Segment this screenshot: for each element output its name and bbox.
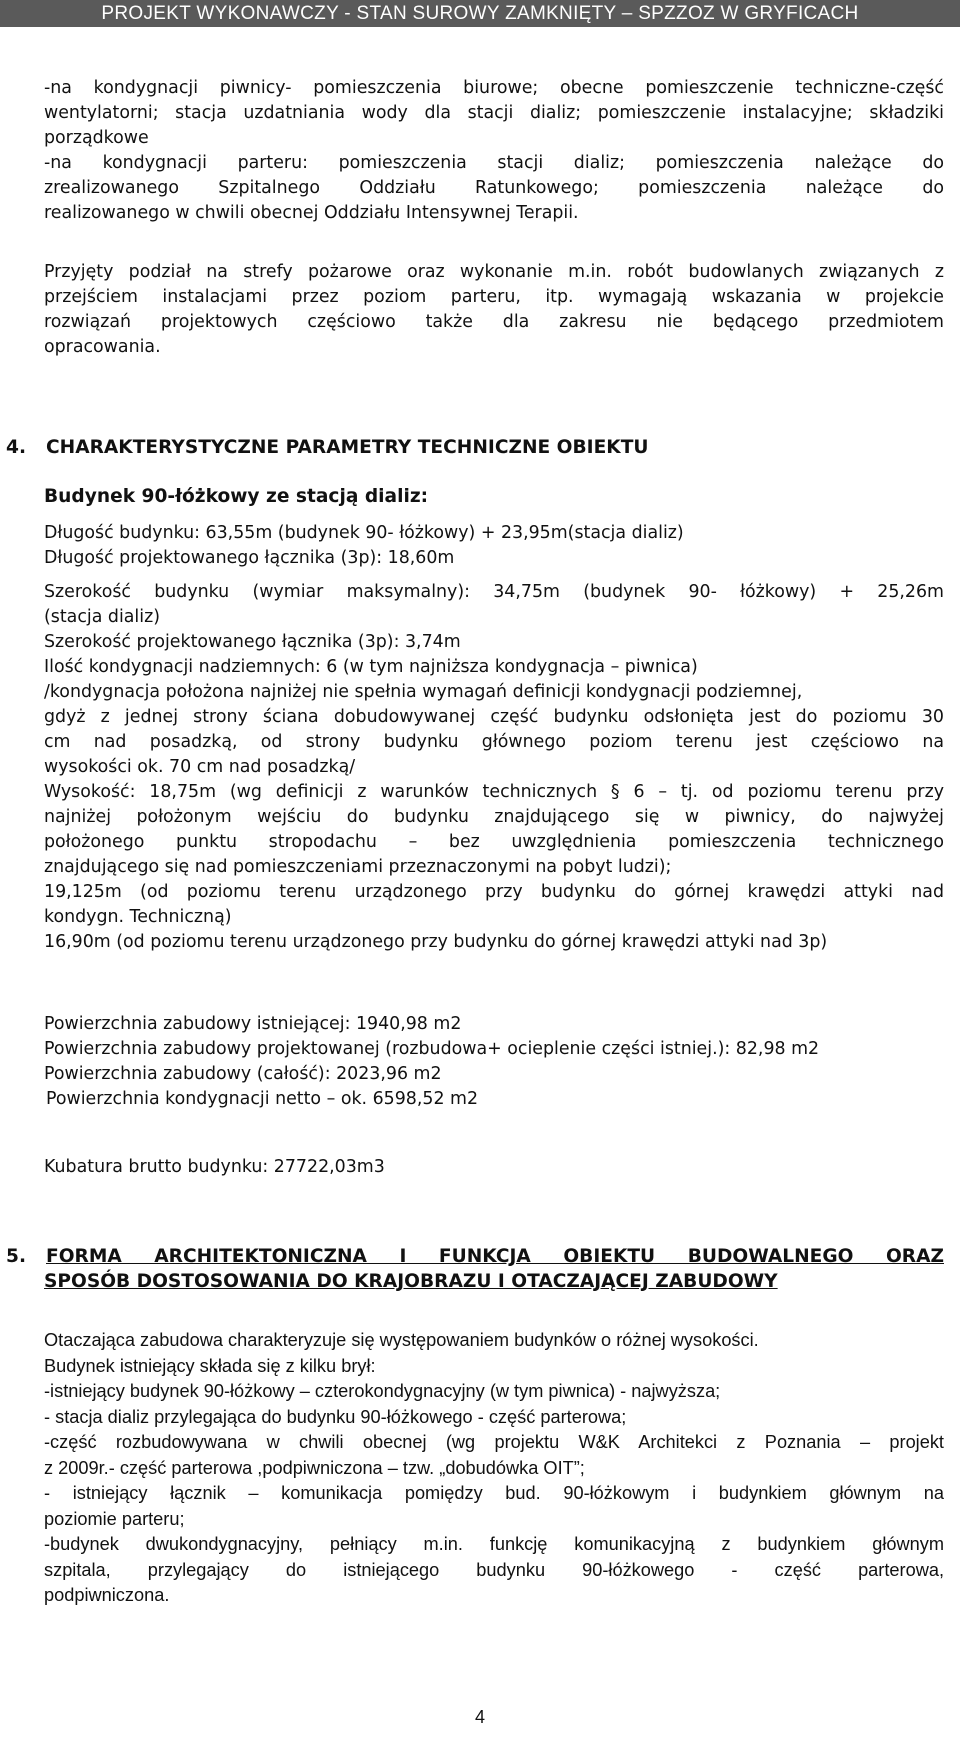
fire-zones-line: opracowania. <box>44 337 161 357</box>
fire-zones-line: rozwiązań projektowych częściowo także dla zakresu nie będącego przedmiotem <box>44 312 944 332</box>
fire-zones-line: przejściem instalacjami przez poziom parteru, itp. wymagają wskazania w projekcie <box>44 287 944 307</box>
detail-line: znajdującego się nad pomieszczeniami przeznaczonymi na pobyt ludzi); <box>44 857 672 877</box>
section-number: 4. <box>6 437 27 458</box>
detail-line: najniżej położonym wejściu do budynku znajdującego się w piwnicy, do najwyżej <box>44 807 944 827</box>
section-5-body <box>44 1328 944 1609</box>
section-title-continued: SPOSÓB DOSTOSOWANIA DO KRAJOBRAZU I OTACZAJĄCEJ ZABUDOWY <box>44 1271 778 1292</box>
detail-line: Szerokość projektowanego łącznika (3p): 3,74m <box>44 632 461 652</box>
body-line: Budynek istniejący składa się z kilku brył: <box>44 1355 376 1376</box>
area-line: Powierzchnia zabudowy (całość): 2023,96 m2 <box>44 1064 442 1084</box>
section-4-details <box>44 580 944 955</box>
body-line: podpiwniczona. <box>44 1585 170 1605</box>
intro-paragraph <box>44 76 944 226</box>
param-line: Długość budynku: 63,55m (budynek 90- łóżkowy) + 23,95m(stacja dializ) <box>44 523 684 543</box>
volume-line: Kubatura brutto budynku: 27722,03m3 <box>44 1157 385 1177</box>
section-4-params <box>44 521 944 571</box>
param-line: Długość projektowanego łącznika (3p): 18,60m <box>44 548 455 568</box>
intro-line: porządkowe <box>44 128 149 148</box>
document-header: PROJEKT WYKONAWCZY - STAN SUROWY ZAMKNIĘTY – SPZZOZ W GRYFICACH <box>0 0 960 27</box>
body-line: szpitala, przylegający do istniejącego budynku 90-łóżkowego - część parterowa, <box>44 1559 944 1580</box>
section-number: 5. <box>6 1246 27 1267</box>
body-line: - stacja dializ przylegająca do budynku 90-łóżkowego - część parterowa; <box>44 1406 627 1427</box>
detail-line: gdyż z jednej strony ściana dobudowywanej część budynku odsłonięta jest do poziomu 30 <box>44 707 944 727</box>
section-5-title-line <box>6 1269 944 1294</box>
intro-line: -na kondygnacji parteru: pomieszczenia stacji dializ; pomieszczenia należące do <box>44 153 944 173</box>
section-4-areas <box>44 1012 944 1112</box>
section-5-heading <box>6 1244 944 1294</box>
intro-line: zrealizowanego Szpitalnego Oddziału Ratunkowego; pomieszczenia należące do <box>44 178 944 198</box>
body-line: poziomie parteru; <box>44 1508 185 1529</box>
area-line: Powierzchnia kondygnacji netto – ok. 6598,52 m2 <box>46 1089 479 1109</box>
body-line: -budynek dwukondygnacyjny, pełniący m.in. funkcję komunikacyjną z budynkiem głównym <box>44 1534 944 1554</box>
body-line: z 2009r.- część parterowa ,podpiwniczona – tzw. „dobudówka OIT”; <box>44 1457 585 1478</box>
body-line: Otaczająca zabudowa charakteryzuje się występowaniem budynków o różnej wysokości. <box>44 1330 759 1350</box>
body-line: -istniejący budynek 90-łóżkowy – czterokondygnacyjny (w tym piwnica) - najwyższa; <box>44 1381 721 1401</box>
detail-line: kondygn. Techniczną) <box>44 907 232 927</box>
intro-line: wentylatorni; stacja uzdatniania wody dla stacji dializ; pomieszczenie instalacyjne; składziki <box>44 103 944 123</box>
section-5-title-line <box>6 1244 944 1269</box>
detail-line: (stacja dializ) <box>44 607 161 627</box>
detail-line: Ilość kondygnacji nadziemnych: 6 (w tym najniższa kondygnacja – piwnica) <box>44 657 698 677</box>
detail-line: Wysokość: 18,75m (wg definicji z warunków technicznych § 6 – tj. od poziomu terenu przy <box>44 782 944 802</box>
detail-line: /kondygnacja położona najniżej nie spełnia wymagań definicji kondygnacji podziemnej, <box>44 682 803 702</box>
section-4-heading <box>0 435 960 460</box>
fire-zones-line: Przyjęty podział na strefy pożarowe oraz wykonanie m.in. robót budowlanych związanych z <box>44 262 944 282</box>
intro-text <box>44 76 944 226</box>
body-line: -część rozbudowywana w chwili obecnej (wg projektu W&K Architekci z Poznania – projekt <box>44 1432 944 1452</box>
body-line: - istniejący łącznik – komunikacja pomiędzy bud. 90-łóżkowym i budynkiem głównym na <box>44 1483 944 1503</box>
fire-zones-paragraph <box>44 260 944 360</box>
detail-line: położonego punktu stropodachu – bez uwzględnienia pomieszczenia technicznego <box>44 832 944 852</box>
page-number: 4 <box>474 1707 485 1727</box>
section-title: FORMA ARCHITEKTONICZNA I FUNKCJA OBIEKTU BUDOWALNEGO ORAZ <box>46 1246 944 1267</box>
section-4-volume <box>44 1155 944 1180</box>
detail-line: 16,90m (od poziomu terenu urządzonego przy budynku do górnej krawędzi attyki nad 3p) <box>44 932 828 952</box>
building-subtitle: Budynek 90-łóżkowy ze stacją dializ: <box>44 486 429 507</box>
section-title: CHARAKTERYSTYCZNE PARAMETRY TECHNICZNE OBIEKTU <box>46 437 649 458</box>
detail-line: wysokości ok. 70 cm nad posadzką/ <box>44 757 356 777</box>
area-line: Powierzchnia zabudowy istniejącej: 1940,98 m2 <box>44 1014 462 1034</box>
intro-line: -na kondygnacji piwnicy- pomieszczenia biurowe; obecne pomieszczenie techniczne-część <box>44 78 944 98</box>
section-4-subtitle <box>44 484 944 509</box>
detail-line: Szerokość budynku (wymiar maksymalny): 34,75m (budynek 90- łóżkowy) + 25,26m <box>44 582 944 602</box>
detail-line: cm nad posadzką, od strony budynku głównego poziom terenu jest częściowo na <box>44 732 944 752</box>
intro-line: realizowanego w chwili obecnej Oddziału Intensywnej Terapii. <box>44 203 579 223</box>
area-line: Powierzchnia zabudowy projektowanej (rozbudowa+ ocieplenie części istniej.): 82,98 m2 <box>44 1039 820 1059</box>
detail-line: 19,125m (od poziomu terenu urządzonego przy budynku do górnej krawędzi attyki nad <box>44 882 944 902</box>
